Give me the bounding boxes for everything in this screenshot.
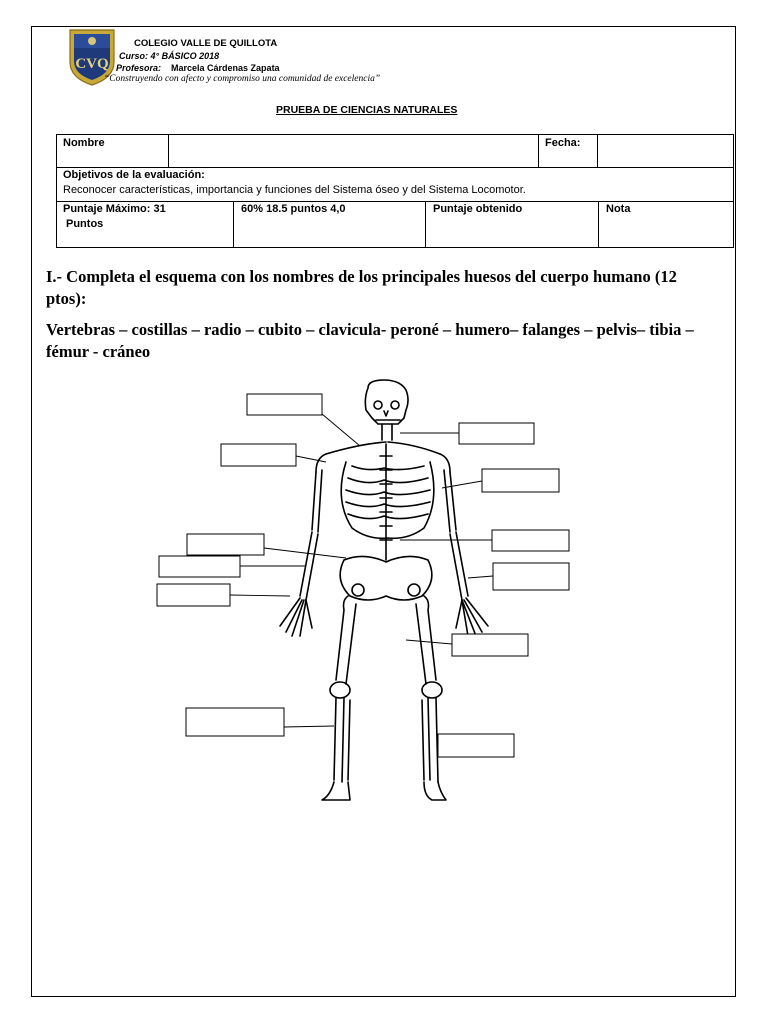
passing-score: 60% 18.5 puntos 4,0 [241,203,346,215]
tibia-icon [334,698,350,782]
humerus-icon [312,470,322,532]
label-box-radius [159,556,240,577]
label-box-clavicle [221,444,296,466]
word-bank: Vertebras – costillas – radio – cubito – clavicula- peroné – humero– falanges – pelvis– tibia – fémur - cráneo [46,320,694,361]
name-label: Nombre [63,137,105,149]
skeleton-diagram [150,374,590,810]
teacher-name: Marcela Cárdenas Zapata [171,63,280,73]
date-label: Fecha: [545,137,581,149]
label-box-skull [247,394,322,415]
label-box-pelvis [186,708,284,736]
hand-icon [280,598,312,636]
foot-icon [322,782,350,800]
question-prompt: I.- Completa el esquema con los nombres de los principales huesos del cuerpo humano (12 ptos): [46,267,677,308]
info-table [56,134,734,248]
ribcage-icon [341,462,434,538]
max-score-label: Puntaje Máximo: 31 [63,203,166,215]
label-box-phalanges [157,584,230,606]
svg-text:CVQ: CVQ [75,56,109,72]
teacher-label: Profesora: [116,63,162,73]
course-label: Curso: 4° BÁSICO 2018 [119,51,220,61]
label-box-ribs [187,534,264,555]
femur-icon [336,596,356,684]
teacher-line [116,63,280,73]
skull-icon [365,380,408,424]
label-box-neck [459,423,534,444]
date-field[interactable] [598,136,732,166]
document-title: PRUEBA DE CIENCIAS NATURALES [276,104,458,116]
max-score-unit: Puntos [66,218,104,230]
name-field[interactable] [169,136,537,166]
obtained-score-label: Puntaje obtenido [433,203,523,215]
clavicle-icon [326,442,440,454]
objectives-text: Reconocer características, importancia y funciones del Sistema óseo y del Sistema Locomotor. [63,184,526,196]
label-box-vertebrae [492,530,569,551]
grade-label: Nota [606,203,631,215]
school-name: COLEGIO VALLE DE QUILLOTA [134,38,278,49]
label-box-ulna [493,563,569,590]
label-box-humerus [482,469,559,492]
school-motto: “Construyendo con afecto y compromiso una comunidad de excelencia” [104,74,381,84]
label-box-tibia [438,734,514,757]
label-box-femur [452,634,528,656]
objectives-label: Objetivos de la evaluación: [63,169,205,181]
